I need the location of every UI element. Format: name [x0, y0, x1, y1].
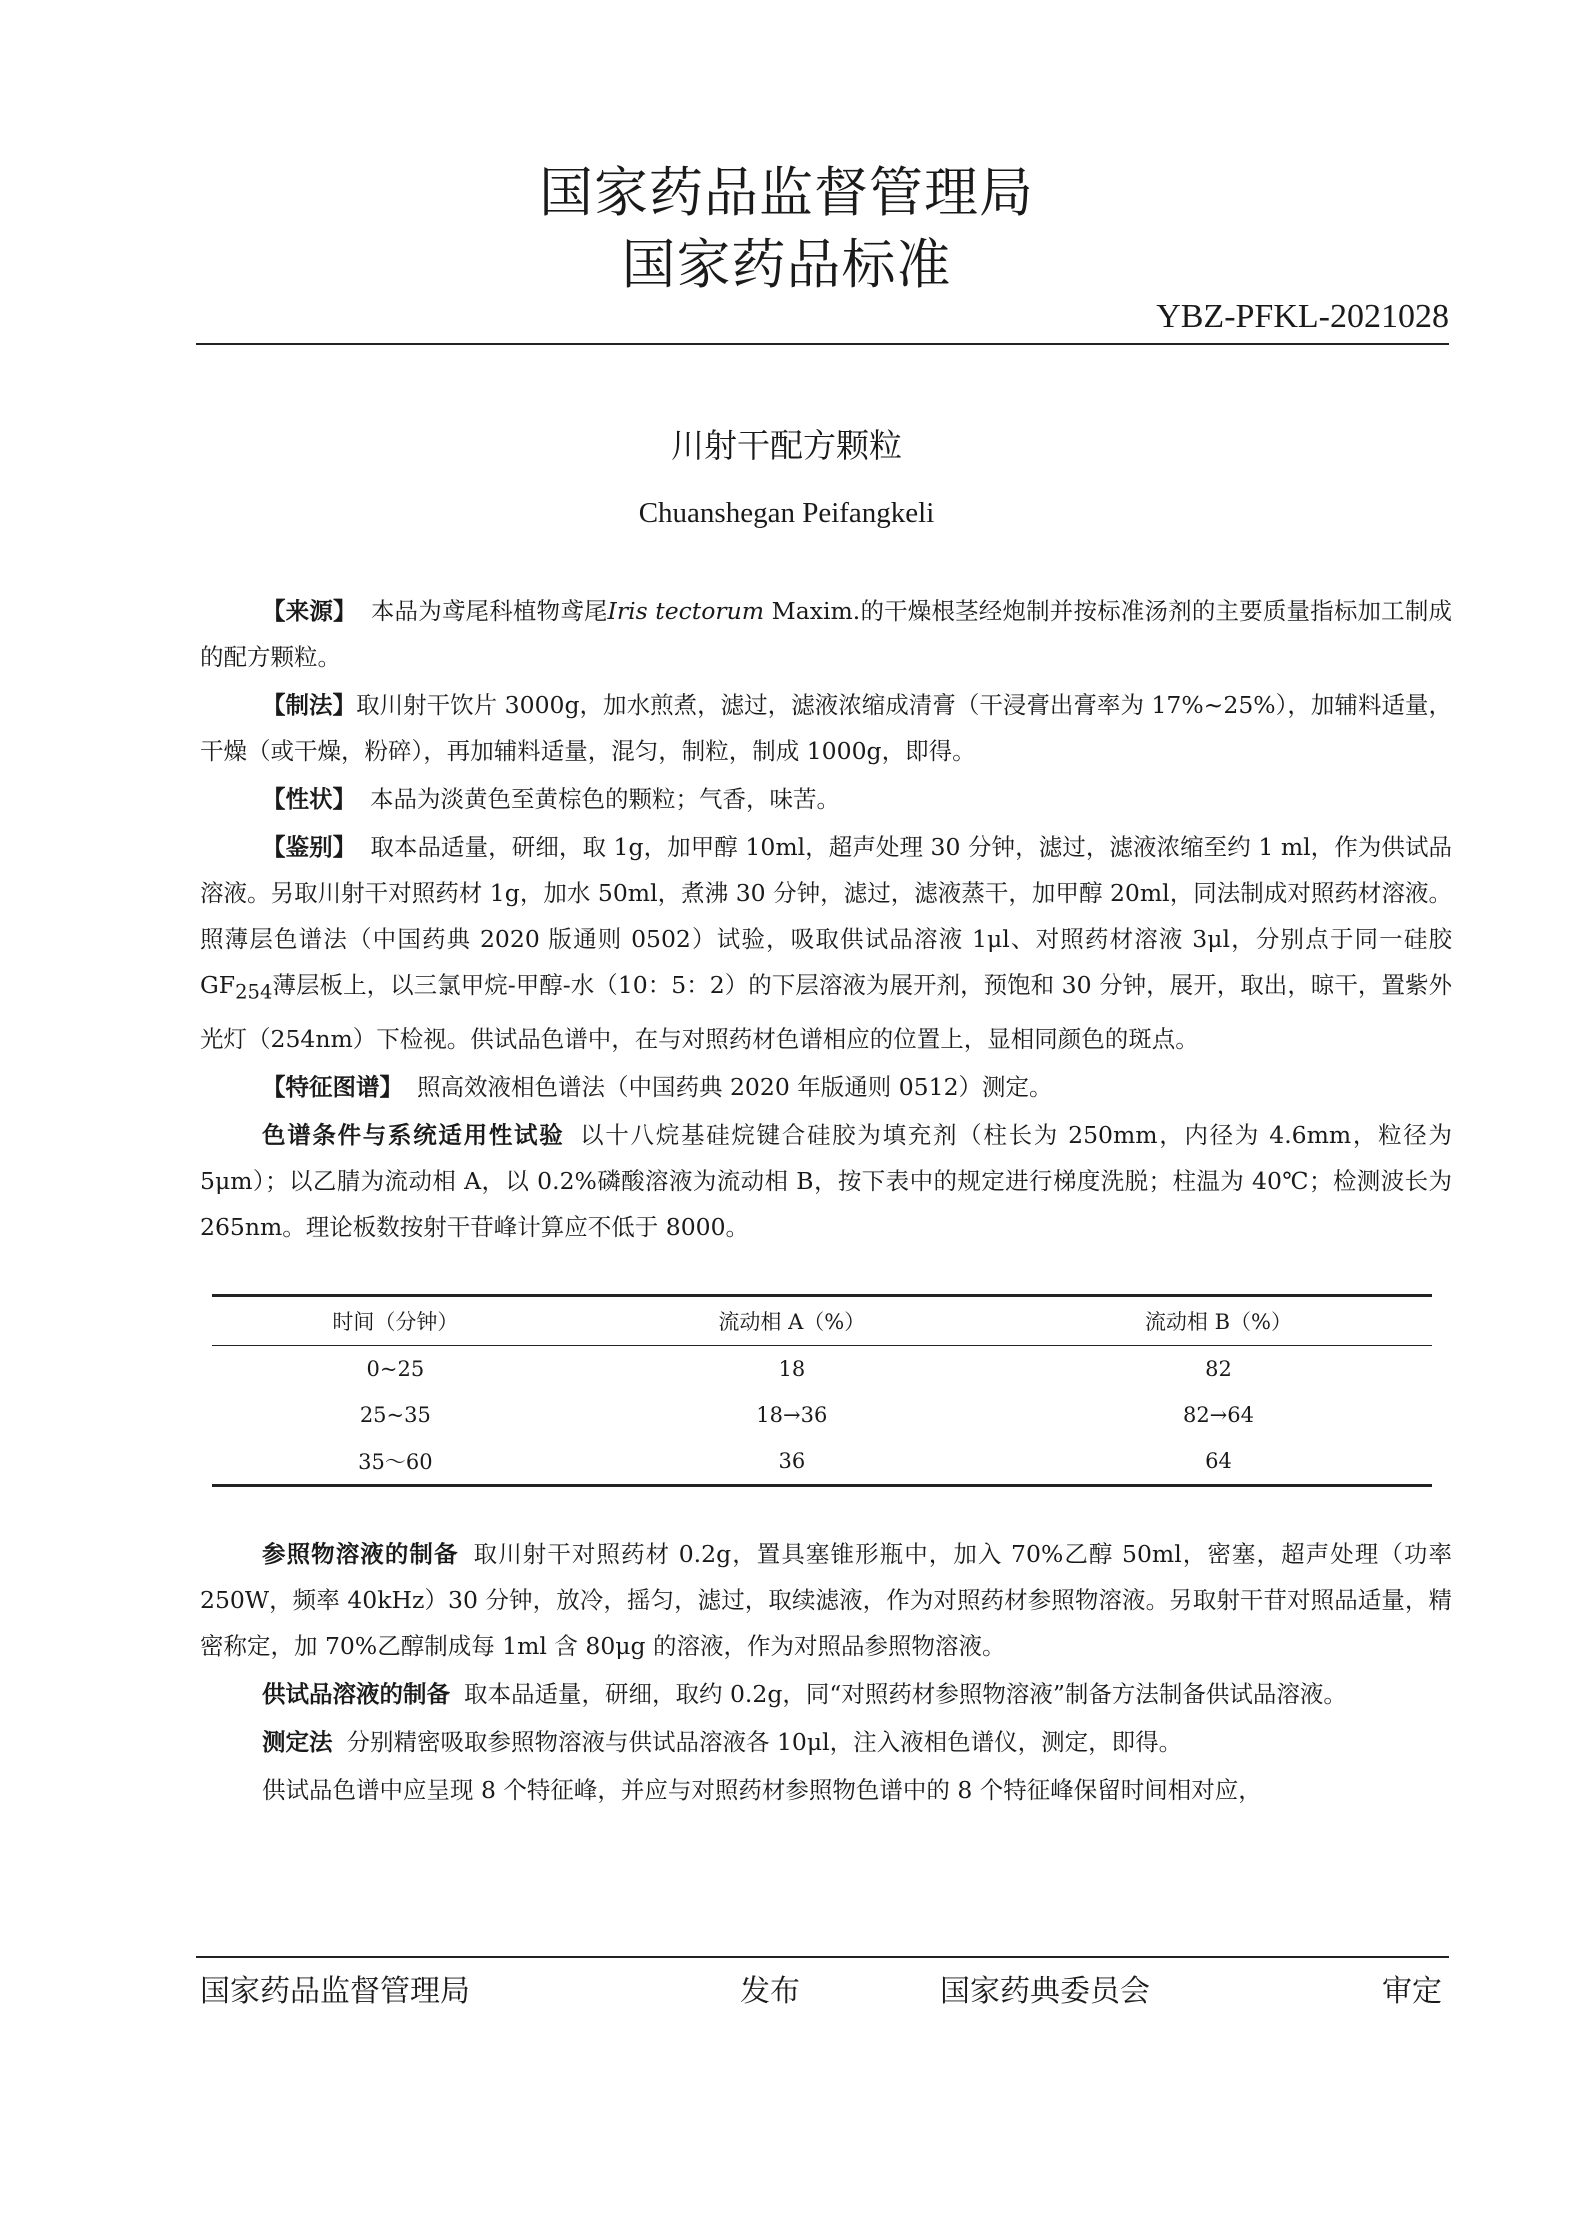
- char-paragraph: [200, 776, 1452, 822]
- fp-paragraph: [200, 1064, 1452, 1110]
- prep-paragraph: [200, 682, 1452, 774]
- assay-text: 分别精密吸取参照物溶液与供试品溶液各 10μl，注入液相色谱仪，测定，即得。: [346, 1727, 1183, 1756]
- last-text: 供试品色谱中应呈现 8 个特征峰，并应与对照药材参照物色谱中的 8 个特征峰保留时间相对应，: [262, 1775, 1262, 1804]
- header-divider: [196, 343, 1449, 345]
- ident-label: 【鉴别】: [262, 833, 357, 861]
- assay-label: 测定法: [262, 1727, 333, 1756]
- ref-text: 取川射干对照药材 0.2g，置具塞锥形瓶中，加入 70%乙醇 50ml，密塞，超声处理（功率 250W，频率 40kHz）30 分钟，放冷，摇匀，滤过，取续滤液，作为对照药材参照物溶液。另取射干苷对照品适量，精密称定，加 70%乙醇制成每 1ml 含 80μg 的溶液，作为对照品参照物溶液。: [200, 1539, 1452, 1660]
- table-cell: 35～60: [212, 1438, 579, 1486]
- footer-divider: [196, 1956, 1449, 1958]
- char-label: 【性状】: [262, 785, 356, 813]
- footer-review-label: 审定: [1382, 1974, 1442, 2009]
- footer-reviewer: 国家药典委员会: [940, 1974, 1150, 2009]
- title-pinyin: Chuanshegan Peifangkeli: [638, 497, 935, 529]
- footer-issue-label: 发布: [740, 1974, 800, 2009]
- agency-header: 国家药品监督管理局: [539, 161, 1034, 224]
- footer-issuer: 国家药品监督管理局: [200, 1974, 470, 2009]
- table-header-phase-b: 流动相 B（%）: [1005, 1295, 1432, 1345]
- gradient-table: [212, 1294, 1432, 1487]
- ref-paragraph: [200, 1531, 1452, 1669]
- source-text-1: 本品为鸢尾科植物鸢尾: [370, 597, 608, 625]
- chrom-text: 以十八烷基硅烷键合硅胶为填充剂（柱长为 250mm，内径为 4.6mm，粒径为 5μm）；以乙腈为流动相 A，以 0.2%磷酸溶液为流动相 B，按下表中的规定进行梯度洗脱；柱温为 40℃；检测波长为 265nm。理论板数按射干苷峰计算应不低于 8000。: [200, 1120, 1453, 1241]
- chrom-label: 色谱条件与系统适用性试验: [262, 1120, 565, 1149]
- prep-text: 取川射干饮片 3000g，加水煎煮，滤过，滤液浓缩成清膏（干浸膏出膏率为 17%~25%），加辅料适量，干燥（或干燥，粉碎），再加辅料适量，混匀，制粒，制成 1000g，即得。: [200, 691, 1452, 765]
- ident-subscript: 254: [235, 980, 273, 1004]
- table-cell: 18→36: [756, 1402, 828, 1427]
- ident-text-2: 薄层板上，以三氯甲烷-甲醇-水（10：5：2）的下层溶液为展开剂，预饱和 30 分钟，展开，取出，晾干，置紫外光灯（254nm）下检视。供试品色谱中，在与对照药材色谱相应的位置上，显相同颜色的斑点。: [200, 971, 1452, 1053]
- table-cell: 0~25: [366, 1356, 425, 1381]
- source-text-2: Maxim.的干燥根茎经炮制并按标准汤剂的主要质量指标加工制成的配方颗粒。: [200, 597, 1453, 671]
- assay-paragraph: [200, 1719, 1452, 1765]
- test-label: 供试品溶液的制备: [262, 1679, 450, 1708]
- title-chinese: 川射干配方颗粒: [671, 426, 902, 465]
- table-cell: 82→64: [1182, 1402, 1254, 1427]
- source-paragraph: [200, 588, 1452, 680]
- chrom-paragraph: [200, 1112, 1452, 1250]
- table-row: [212, 1392, 1432, 1438]
- fp-label: 【特征图谱】: [262, 1072, 403, 1101]
- table-header-row: [212, 1295, 1432, 1345]
- standard-type-header: 国家药品标准: [621, 233, 952, 296]
- source-label: 【来源】: [262, 597, 357, 625]
- table-row: [212, 1438, 1432, 1486]
- table-cell: 18: [778, 1356, 806, 1381]
- last-paragraph: [200, 1767, 1452, 1813]
- ident-text-1: 取本品适量，研细，取 1g，加甲醇 10ml，超声处理 30 分钟，滤过，滤液浓缩至约 1 ml，作为供试品溶液。另取川射干对照药材 1g，加水 50ml，煮沸 30 分钟，滤过，滤液蒸干，加甲醇 20ml，同法制成对照药材溶液。照薄层色谱法（中国药典 2020 版通则 0502）试验，吸取供试品溶液 1μl、对照药材溶液 3μl，分别点于同一硅胶 GF: [200, 833, 1453, 999]
- ref-label: 参照物溶液的制备: [262, 1539, 459, 1568]
- test-paragraph: [200, 1671, 1452, 1717]
- test-text: 取本品适量，研细，取约 0.2g，同“对照药材参照物溶液”制备方法制备供试品溶液。: [464, 1679, 1347, 1708]
- table-row: [212, 1345, 1432, 1392]
- prep-label: 【制法】: [262, 691, 357, 719]
- table-cell: 25~35: [359, 1402, 431, 1427]
- fp-text: 照高效液相色谱法（中国药典 2020 年版通则 0512）测定。: [417, 1072, 1053, 1101]
- char-text: 本品为淡黄色至黄棕色的颗粒；气香，味苦。: [370, 785, 840, 813]
- table-cell: 36: [579, 1438, 1005, 1486]
- table-cell: 82: [1205, 1356, 1232, 1381]
- source-latin-name: Iris tectorum: [607, 597, 765, 625]
- table-header-time: 时间（分钟）: [212, 1295, 579, 1345]
- table-cell: 64: [1005, 1438, 1432, 1486]
- table-header-phase-a: 流动相 A（%）: [579, 1295, 1005, 1345]
- ident-paragraph: [200, 824, 1452, 1062]
- standard-code: YBZ-PFKL-2021028: [1156, 298, 1449, 335]
- document-body: [200, 588, 1452, 1815]
